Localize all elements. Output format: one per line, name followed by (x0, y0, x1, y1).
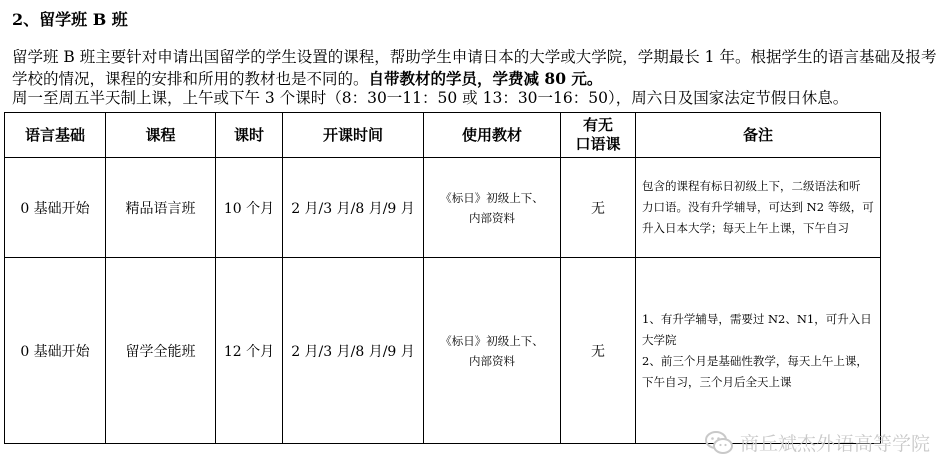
intro-text: 留学班 B 班主要针对申请出国留学的学生设置的课程，帮助学生申请日本的大学或大学院，学期最长 1 年。根据学生的语言基础及报考学校的情况，课程的安排和所用的教材也是不同的。 (12, 48, 937, 88)
header-start: 开课时间 (283, 113, 424, 158)
intro-bold-note: 自带教材的学员，学费减 80 元。 (368, 69, 603, 88)
cell-hours: 12 个月 (216, 258, 283, 444)
section-heading: 2、留学班 B 班 (12, 10, 128, 29)
header-level: 语言基础 (5, 113, 106, 158)
course-table (4, 112, 881, 444)
watermark-text: 商丘斌杰外语高等学院 (739, 433, 930, 455)
header-hours: 课时 (216, 113, 283, 158)
cell-level: 0 基础开始 (5, 158, 106, 258)
cell-material: 《标日》初级上下、 内部资料 (424, 258, 561, 444)
cell-course: 精品语言班 (106, 158, 216, 258)
schedule-line: 周一至周五半天制上课，上午或下午 3 个课时（8：30一11：50 或 13：30一16：50），周六日及国家法定节假日休息。 (12, 89, 849, 107)
cell-start: 2 月/3 月/8 月/9 月 (283, 258, 424, 444)
table-header-row (5, 113, 881, 158)
header-note: 备注 (636, 113, 881, 158)
cell-material: 《标日》初级上下、 内部资料 (424, 158, 561, 258)
header-material: 使用教材 (424, 113, 561, 158)
intro-paragraph (12, 47, 948, 90)
cell-level: 0 基础开始 (5, 258, 106, 444)
table-row (5, 158, 881, 258)
wechat-icon (704, 430, 734, 456)
watermark (704, 429, 930, 456)
cell-note: 1、有升学辅导，需要过 N2、N1，可升入日 大学院 2、前三个月是基础性教学，每天上午上课， 下午自习，三个月后全天上课 (636, 258, 881, 444)
cell-hours: 10 个月 (216, 158, 283, 258)
header-oral: 有无 口语课 (561, 113, 636, 158)
cell-start: 2 月/3 月/8 月/9 月 (283, 158, 424, 258)
table-row (5, 258, 881, 444)
cell-oral: 无 (561, 258, 636, 444)
cell-note: 包含的课程有标日初级上下，二级语法和听 力口语。没有升学辅导，可达到 N2 等级，可 升入日本大学；每天上午上课，下午自习 (636, 158, 881, 258)
header-course: 课程 (106, 113, 216, 158)
cell-course: 留学全能班 (106, 258, 216, 444)
cell-oral: 无 (561, 158, 636, 258)
